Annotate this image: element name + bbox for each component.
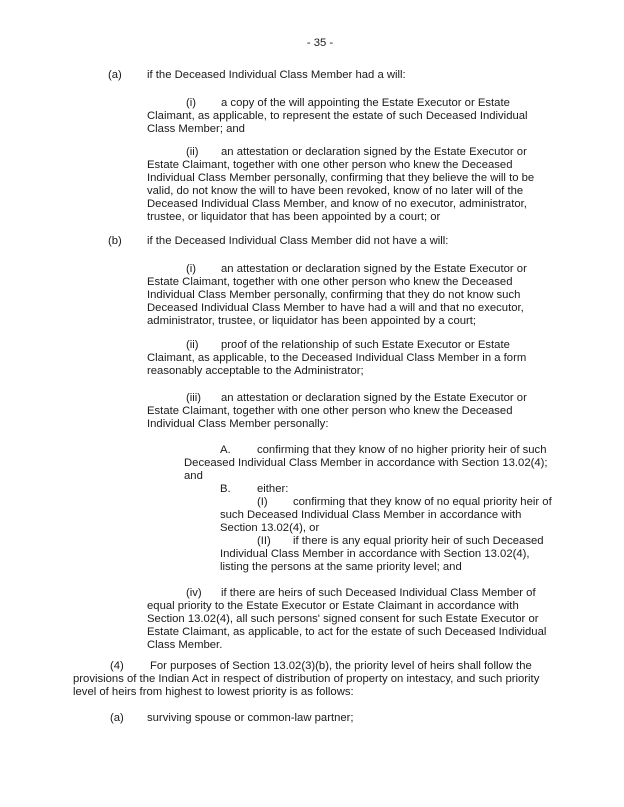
section-4-line: provisions of the Indian Act in respect of distribution of property on intestacy, and such priority [73, 673, 540, 685]
clause-II-label: (II) [257, 535, 271, 547]
clause-b-ii-label: (ii) [186, 339, 199, 351]
section-4-line: For purposes of Section 13.02(3)(b), the priority level of heirs shall follow the [150, 660, 532, 672]
clause-I-line: Section 13.02(4), or [220, 522, 320, 534]
clause-b-label: (b) [108, 235, 122, 247]
clause-II-line: Individual Class Member in accordance with Section 13.02(4), [220, 548, 530, 560]
clause-b-iv-line: Class Member. [147, 639, 223, 651]
clause-b-ii-line: reasonably acceptable to the Administrator; [147, 365, 364, 377]
clause-II-line: listing the persons at the same priority level; and [220, 561, 462, 573]
clause-b-iii-line: Estate Claimant, together with one other person who knew the Deceased [147, 405, 513, 417]
clause-a-ii-line: valid, do not know the will to have been revoked, know of no later will of the [147, 185, 524, 197]
clause-a-ii-line: trustee, or liquidator that has been appointed by a court; or [147, 211, 441, 223]
clause-b-ii-line: Claimant, as applicable, to the Deceased Individual Class Member in a form [147, 352, 527, 364]
clause-a-ii-label: (ii) [186, 146, 199, 158]
section-4-label: (4) [110, 660, 124, 672]
clause-b-iv-line: if there are heirs of such Deceased Individual Class Member of [221, 587, 536, 599]
clause-a-label: (a) [108, 69, 122, 81]
clause-b-i-line: Deceased Individual Class Member to have had a will and that no executor, [147, 302, 524, 314]
clause-B-label: B. [220, 483, 231, 495]
clause-b-iii-line: an attestation or declaration signed by the Estate Executor or [221, 392, 527, 404]
clause-I-label: (I) [257, 496, 268, 508]
section-4-a-label: (a) [110, 712, 124, 724]
clause-a-ii-line: Estate Claimant, together with one other person who knew the Deceased [147, 159, 513, 171]
clause-b-iv-label: (iv) [186, 587, 202, 599]
clause-a-i-line: Class Member; and [147, 123, 245, 135]
clause-a-ii-line: Individual Class Member personally, confirming that they believe the will to be [147, 172, 535, 184]
clause-b-iii-label: (iii) [186, 392, 202, 404]
clause-II-line: if there is any equal priority heir of such Deceased [293, 535, 544, 547]
clause-I-line: confirming that they know of no equal priority heir of [293, 496, 552, 508]
clause-b-i-line: Individual Class Member personally, confirming that they do not know such [147, 289, 521, 301]
clause-B-text: either: [257, 483, 289, 495]
clause-b-text: if the Deceased Individual Class Member did not have a will: [147, 235, 449, 247]
clause-b-ii-line: proof of the relationship of such Estate Executor or Estate [221, 339, 510, 351]
clause-b-i-line: an attestation or declaration signed by the Estate Executor or [221, 263, 527, 275]
clause-a-text: if the Deceased Individual Class Member had a will: [147, 69, 406, 81]
clause-b-i-line: Estate Claimant, together with one other person who knew the Deceased [147, 276, 513, 288]
clause-I-line: such Deceased Individual Class Member in accordance with [220, 509, 522, 521]
clause-b-i-line: administrator, trustee, or liquidator has been appointed by a court; [147, 315, 477, 327]
clause-A-label: A. [220, 444, 231, 456]
section-4-a-text: surviving spouse or common-law partner; [147, 712, 354, 724]
clause-a-i-label: (i) [186, 97, 197, 109]
clause-a-ii-line: an attestation or declaration signed by the Estate Executor or [221, 146, 527, 158]
clause-a-ii-line: Deceased Individual Class Member, and know of no executor, administrator, [147, 198, 527, 210]
clause-A-line: and [184, 470, 203, 482]
clause-A-line: Deceased Individual Class Member in accordance with Section 13.02(4); [184, 457, 548, 469]
clause-b-i-label: (i) [186, 263, 197, 275]
clause-b-iv-line: Estate Claimant, as applicable, to act for the estate of such Deceased Individual [147, 626, 547, 638]
section-4-line: level of heirs from highest to lowest priority is as follows: [73, 686, 354, 698]
page-number: - 35 - [306, 37, 334, 49]
clause-a-i-line: a copy of the will appointing the Estate Executor or Estate [221, 97, 510, 109]
clause-A-line: confirming that they know of no higher priority heir of such [257, 444, 547, 456]
clause-a-i-line: Claimant, as applicable, to represent the estate of such Deceased Individual [147, 110, 528, 122]
clause-b-iv-line: Section 13.02(4), all such persons' signed consent for such Estate Executor or [147, 613, 539, 625]
clause-b-iii-line: Individual Class Member personally: [147, 418, 329, 430]
clause-b-iv-line: equal priority to the Estate Executor or Estate Claimant in accordance with [147, 600, 519, 612]
